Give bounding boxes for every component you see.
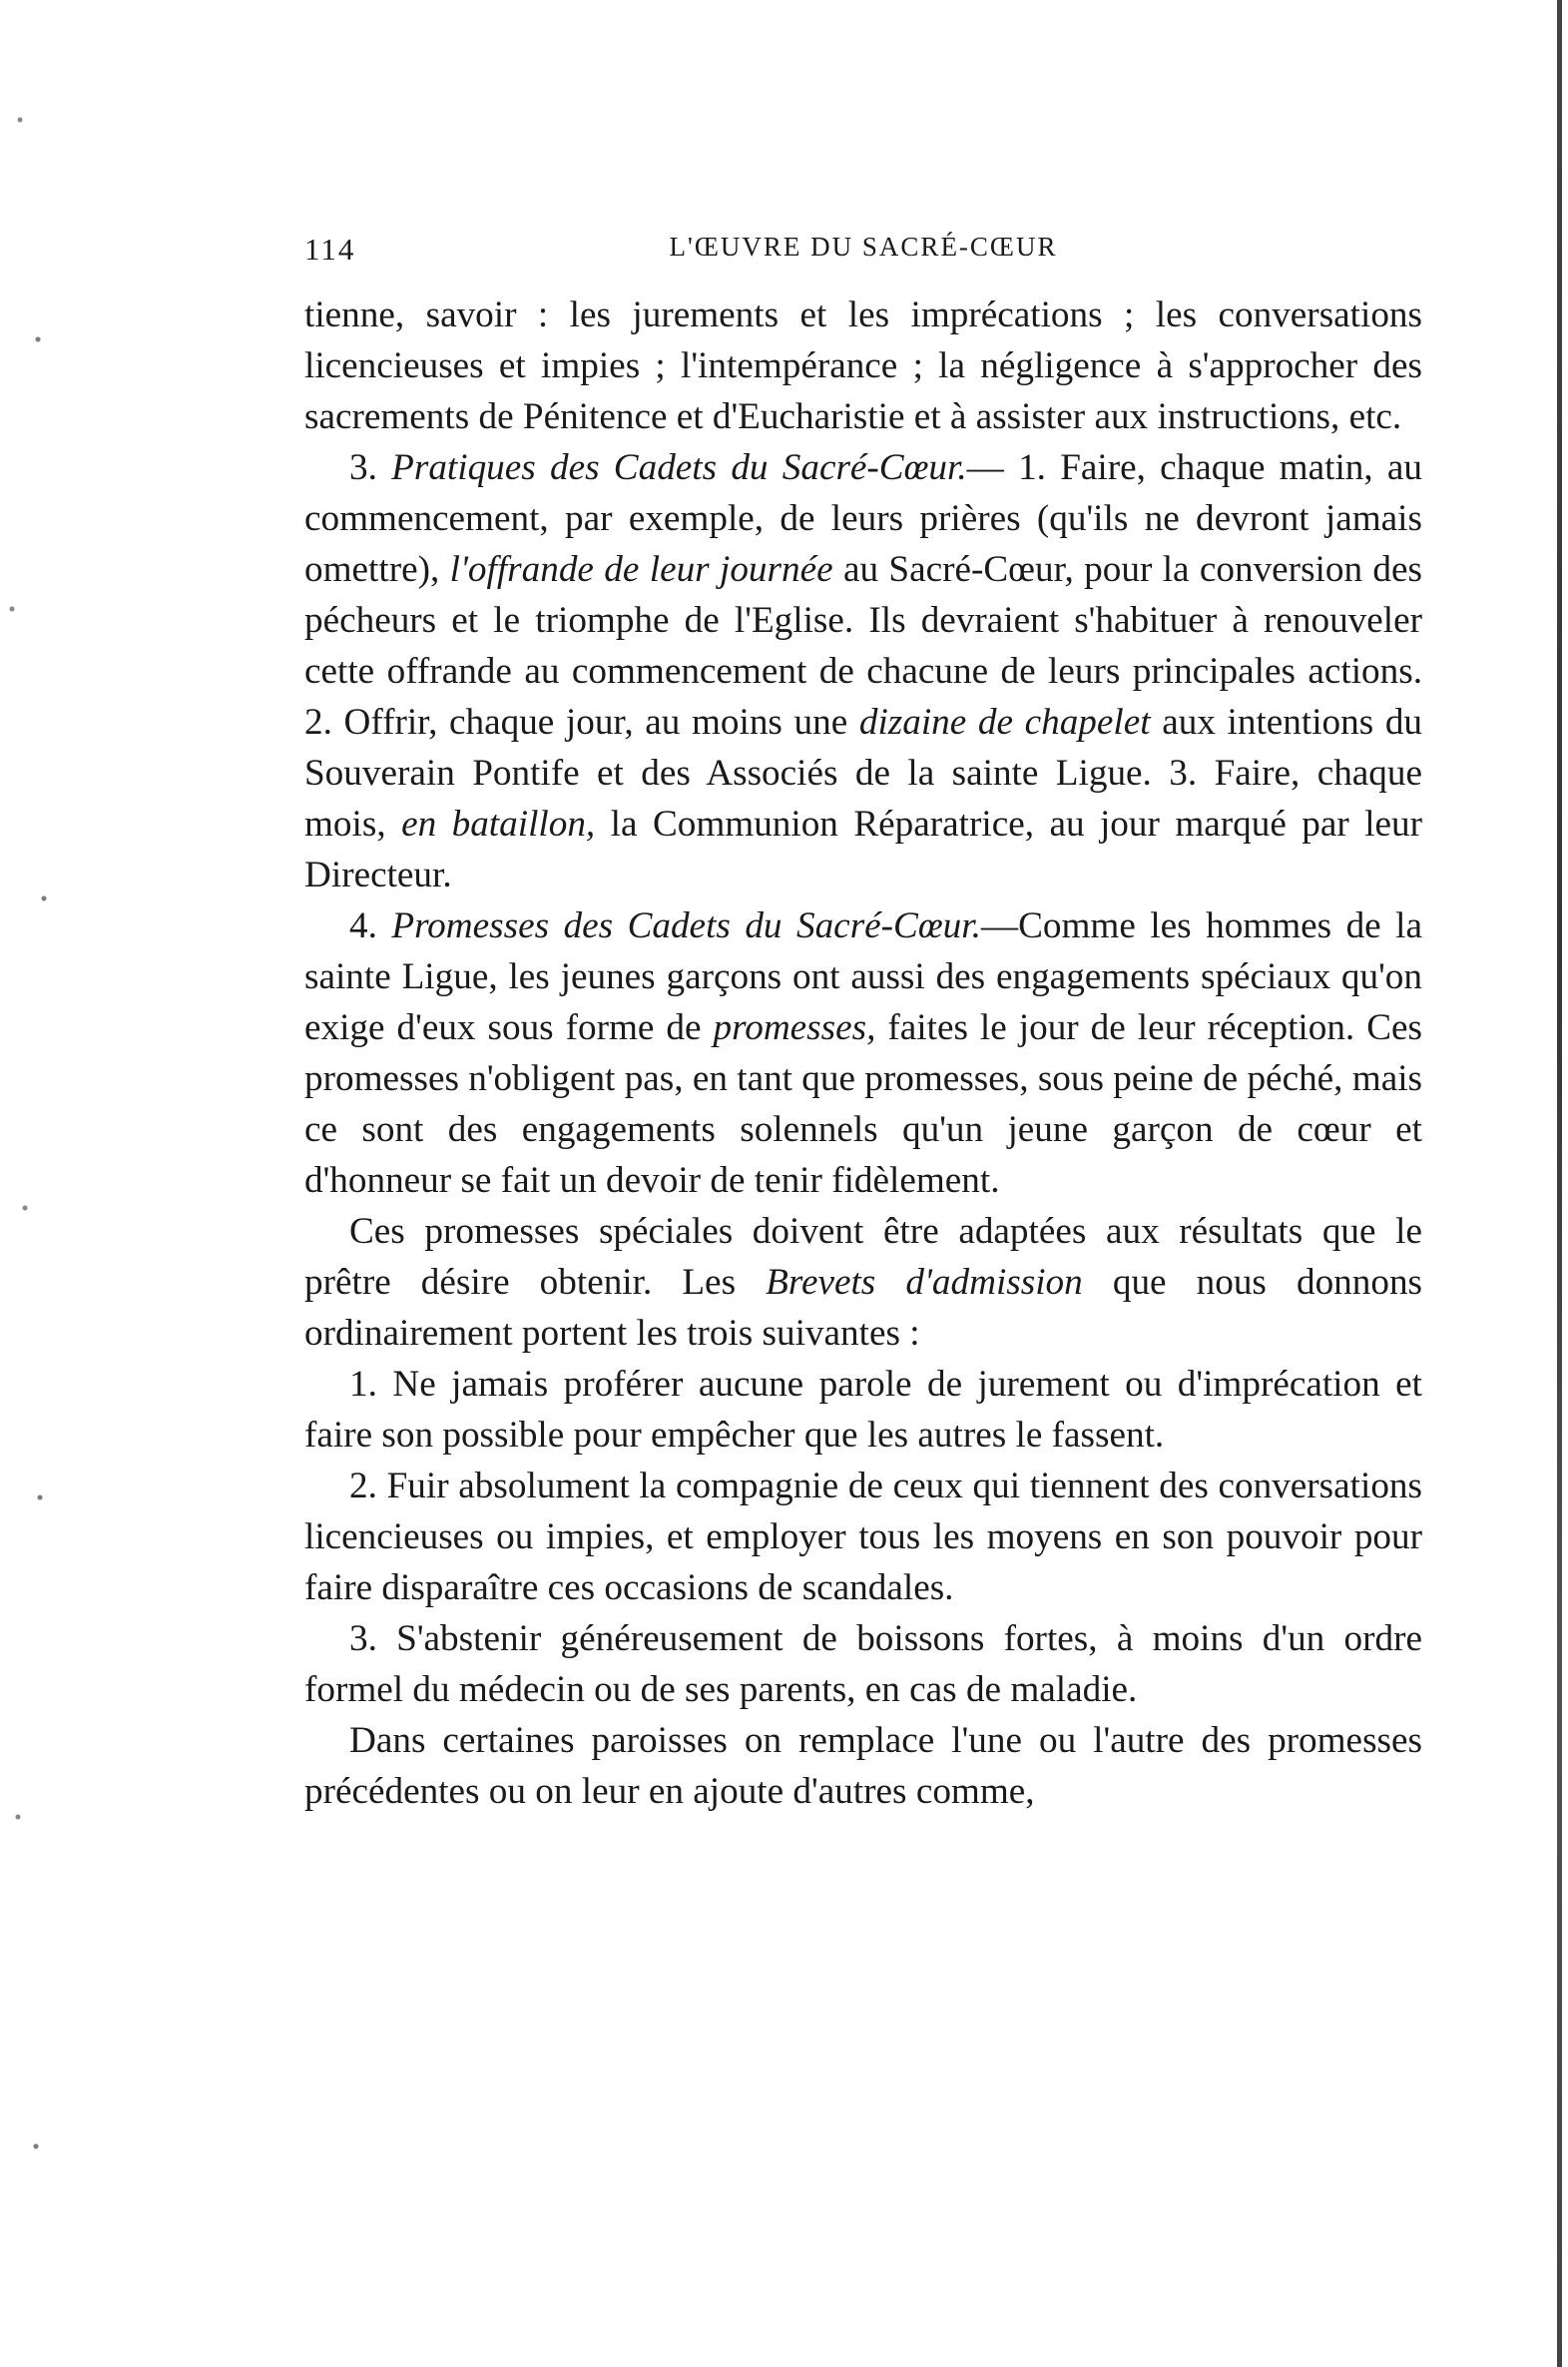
paragraph-3 xyxy=(304,900,1422,1206)
paragraph-4-text-2: que nous donnons ordinairement portent les trois suivantes : xyxy=(304,1262,1423,1354)
paragraph-2 xyxy=(304,442,1422,900)
paragraph-8: Dans certaines paroisses on remplace l'une ou l'autre des promesses précédentes ou on leur en ajoute d'autres comme, xyxy=(304,1720,1422,1812)
promise-1: 1. Ne jamais proférer aucune parole de jurement ou d'imprécation et faire son possible pour empêcher que les autres le fassent. xyxy=(304,1364,1422,1456)
scan-edge-right xyxy=(1557,0,1562,2367)
paragraph-2-text-2: au Sacré-Cœur, pour la conversion des pécheurs et le triomphe de l'Eglise. Ils devraient s'habituer à renouveler cette offrande au commencement de chacune de leurs principales actions. 2. Offrir, chaque jour, au moins une xyxy=(304,549,1422,743)
section-title: Pratiques des Cadets du Sacré-Cœur. xyxy=(391,447,967,488)
section-number: 3. xyxy=(349,447,377,488)
paragraph-2-text-3: aux intentions du Souverain Pontife et des Associés de la sainte Ligue. 3. Faire, chaque mois, xyxy=(304,702,1423,845)
paragraph-4 xyxy=(304,1206,1422,1359)
scan-edge-left xyxy=(0,0,60,2367)
running-head xyxy=(304,232,1422,282)
italic-phrase: dizaine de chapelet xyxy=(858,702,1151,743)
promise-2: 2. Fuir absolument la compagnie de ceux qui tiennent des conversations licencieuses ou impies, et employer tous les moyens en son pouvoir pour faire disparaître ces occasions de scandales. xyxy=(304,1466,1422,1608)
italic-phrase: l'offrande de leur journée xyxy=(449,549,833,590)
section-title: Promesses des Cadets du Sacré-Cœur. xyxy=(391,905,981,946)
italic-phrase: Brevets d'admission xyxy=(766,1262,1083,1303)
italic-phrase: en bataillon, xyxy=(401,804,596,845)
paragraph-2-text-1: — 1. Faire, chaque matin, au commencement, par exemple, de leurs prières (qu'ils ne devront jamais omettre), xyxy=(304,447,1423,590)
italic-phrase: promesses, xyxy=(713,1007,876,1048)
book-page xyxy=(304,232,1422,1817)
paragraph-3-text-2: faites le jour de leur réception. Ces promesses n'obligent pas, en tant que promesses, sous peine de péché, mais ce sont des engagements solennels qu'un jeune garçon de cœur et d'honneur se fait un devoir de tenir fidèlement. xyxy=(304,1007,1423,1201)
paragraph-3-text-1: —Comme les hommes de la sainte Ligue, les jeunes garçons ont aussi des engagements spéciaux qu'on exige d'eux sous forme de xyxy=(304,905,1422,1048)
promise-3: 3. S'abstenir généreusement de boissons fortes, à moins d'un ordre formel du médecin ou de ses parents, en cas de maladie. xyxy=(304,1618,1422,1710)
paragraph-2-text-4: la Communion Réparatrice, au jour marqué par leur Directeur. xyxy=(304,804,1423,895)
paragraph-1: tienne, savoir : les jurements et les imprécations ; les conversations licencieuses et impies ; l'intempérance ; la négligence à s'approcher des sacrements de Pénitence et d'Eucharistie et à assister aux instructions, etc. xyxy=(304,295,1422,437)
body-text xyxy=(304,290,1422,1817)
paragraph-4-text-1: Ces promesses spéciales doivent être adaptées aux résultats que le prêtre désire obtenir. Les xyxy=(304,1211,1422,1303)
running-title: L'ŒUVRE DU SACRÉ-CŒUR xyxy=(669,232,1058,262)
section-number: 4. xyxy=(349,905,377,946)
page-number: 114 xyxy=(304,232,356,267)
